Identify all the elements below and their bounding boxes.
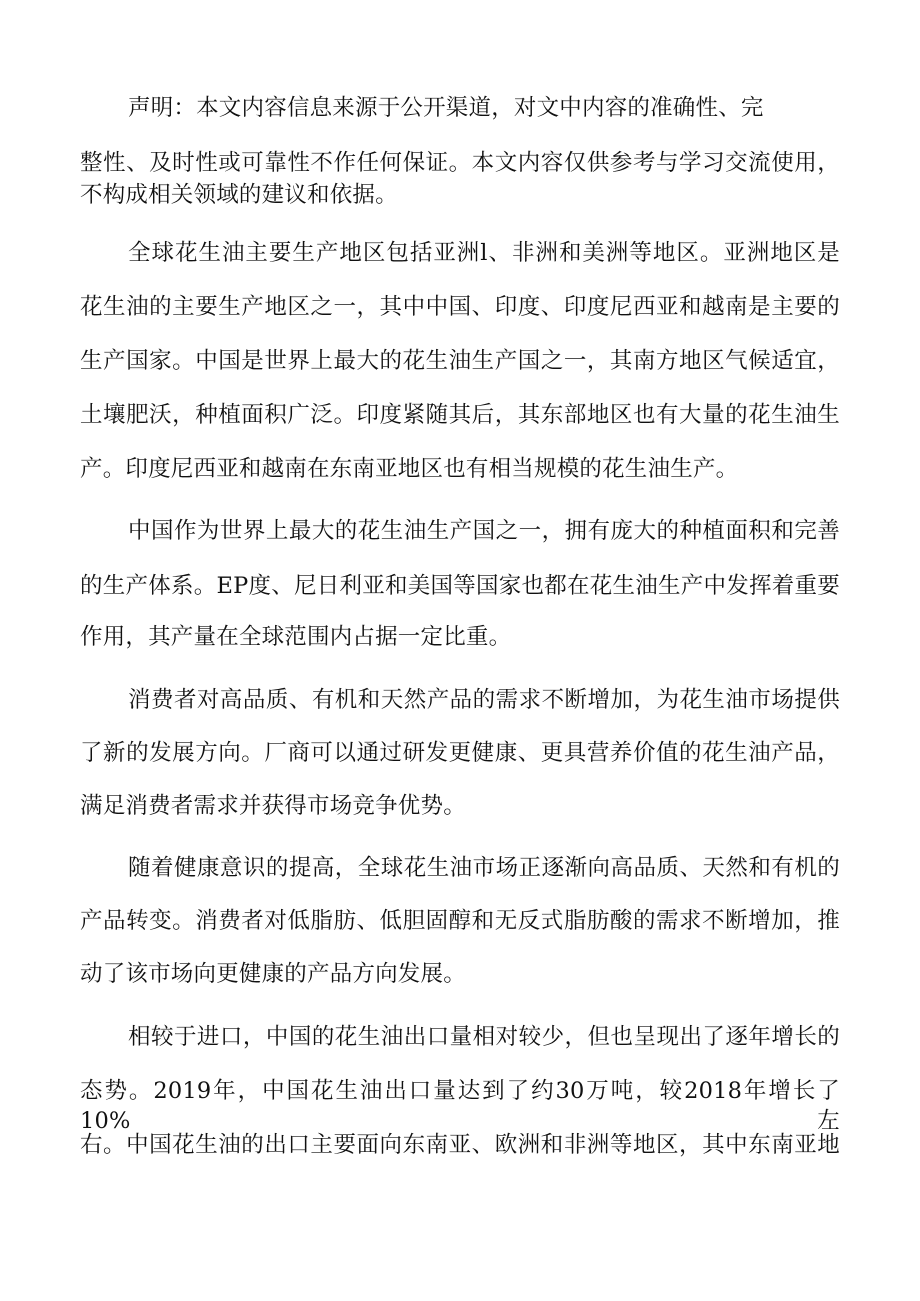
paragraph-1-line-2: 花生油的主要生产地区之一，其中中国、印度、印度尼西亚和越南是主要的 [80,294,840,320]
paragraph-4-line-2: 产品转变。消费者对低脂肪、低胆固醇和无反式脂肪酸的需求不断增加，推 [80,908,840,934]
paragraph-1-line-4: 土壤肥沃，种植面积广泛。印度紧随其后，其东部地区也有大量的花生油生 [80,402,840,428]
disclaimer-line-2: 整性、及时性或可靠性不作任何保证。本文内容仅供参考与学习交流使用， [80,150,840,176]
paragraph-1-line-5: 产。印度尼西亚和越南在东南亚地区也有相当规模的花生油生产。 [80,456,739,482]
paragraph-1-line-1: 全球花生油主要生产地区包括亚洲l、非洲和美洲等地区。亚洲地区是 [128,240,840,266]
paragraph-3-line-1: 消费者对高品质、有机和天然产品的需求不断增加，为花生油市场提供 [128,687,840,713]
paragraph-2-line-2: 的生产体系。EP度、尼日利亚和美国等国家也都在花生油生产中发挥着重要 [80,573,840,599]
paragraph-5-line-2: 态势。2019年，中国花生油出口量达到了约30万吨，较2018年增长了10%左 [80,1078,840,1134]
paragraph-4-line-3: 动了该市场向更健康的产品方向发展。 [80,961,466,987]
paragraph-1-line-3: 生产国家。中国是世界上最大的花生油生产国之一，其南方地区气候适宜， [80,348,840,374]
paragraph-3-line-2: 了新的发展方向。厂商可以通过研发更健康、更具营养价值的花生油产品， [80,740,840,766]
disclaimer-line-3: 不构成相关领域的建议和依据。 [80,182,398,208]
paragraph-2-line-3: 作用，其产量在全球范围内占据一定比重。 [80,624,512,650]
disclaimer-line-1: 声明：本文内容信息来源于公开渠道，对文中内容的准确性、完 [128,95,764,121]
paragraph-2-line-1: 中国作为世界上最大的花生油生产国之一，拥有庞大的种植面积和完善 [128,518,840,544]
paragraph-5-line-3: 右。中国花生油的出口主要面向东南亚、欧洲和非洲等地区，其中东南亚地 [80,1132,840,1158]
paragraph-4-line-1: 随着健康意识的提高，全球花生油市场正逐渐向高品质、天然和有机的 [128,855,840,881]
paragraph-3-line-3: 满足消费者需求并获得市场竞争优势。 [80,793,466,819]
paragraph-5-line-1: 相较于进口，中国的花生油出口量相对较少，但也呈现出了逐年增长的 [128,1024,840,1050]
